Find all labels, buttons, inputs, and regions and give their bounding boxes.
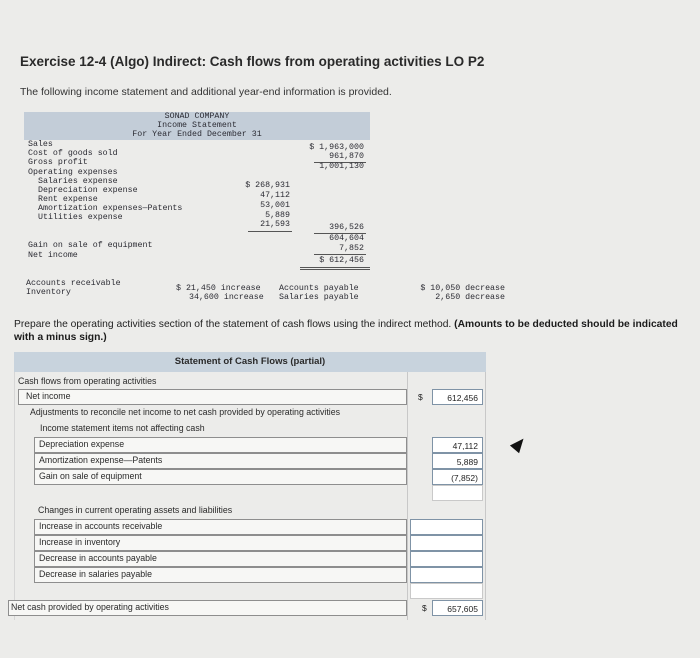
net-income-label: Net income xyxy=(26,391,71,401)
adjustments-row xyxy=(14,404,486,421)
underline xyxy=(314,254,366,255)
is-net-income-value: $ 612,456 xyxy=(319,256,364,265)
depreciation-row xyxy=(14,436,486,453)
ar-input[interactable] xyxy=(410,519,483,535)
is-gain-label: Gain on sale of equipment xyxy=(28,241,153,250)
exercise-title: Exercise 12-4 (Algo) Indirect: Cash flows from operating activities LO P2 xyxy=(20,54,485,69)
net-cash-row xyxy=(11,599,486,616)
cf-section-label: Cash flows from operating activities xyxy=(18,376,157,386)
adjustments-label: Adjustments to reconcile net income to net cash provided by operating activities xyxy=(30,407,341,417)
changes-header-row xyxy=(14,502,486,519)
instructions-text: Prepare the operating activities section of the statement of cash flows using the indirect method. xyxy=(14,319,452,330)
income-statement-header xyxy=(24,112,370,140)
instructions xyxy=(14,318,686,344)
sp-label: Salaries payable xyxy=(279,293,359,302)
ar-label: Accounts receivable xyxy=(26,279,121,288)
ap-input[interactable] xyxy=(410,551,483,567)
noncash-header-row xyxy=(14,420,486,437)
ap-label: Accounts payable xyxy=(279,284,359,293)
ar-value: $ 21,450 increase xyxy=(176,284,261,293)
is-gross-value: 1,001,130 xyxy=(319,162,364,171)
is-cogs-label: Cost of goods sold xyxy=(28,149,118,158)
statement-period: For Year Ended December 31 xyxy=(132,130,262,139)
statement-name: Income Statement xyxy=(157,121,237,130)
gain-row xyxy=(14,468,486,485)
changes-header-label: Changes in current operating assets and liabilities xyxy=(38,505,233,515)
is-subtotal-value: 604,604 xyxy=(329,234,364,243)
is-depreciation-value: 47,112 xyxy=(260,191,290,200)
sp-input[interactable] xyxy=(410,567,483,583)
is-gross-label: Gross profit xyxy=(28,158,88,167)
empty-input[interactable] xyxy=(410,583,483,599)
net-income-dollar: $ xyxy=(418,392,423,402)
net-cash-dollar: $ xyxy=(422,603,427,613)
gain-input[interactable]: (7,852) xyxy=(432,469,483,485)
is-salaries-label: Salaries expense xyxy=(38,177,118,186)
amortization-label: Amortization expense—Patents xyxy=(39,455,163,465)
net-cash-label: Net cash provided by operating activities xyxy=(11,602,169,612)
is-amortization-value: 5,889 xyxy=(265,211,290,220)
sp-change-label: Decrease in salaries payable xyxy=(39,569,152,579)
is-net-income-label: Net income xyxy=(28,251,78,260)
net-income-row xyxy=(14,388,486,405)
cursor-arrow-icon xyxy=(510,435,528,453)
is-amortization-label: Amortization expenses—Patents xyxy=(38,204,183,213)
empty-input[interactable] xyxy=(432,485,483,501)
is-rent-label: Rent expense xyxy=(38,195,98,204)
ap-value: $ 10,050 decrease xyxy=(420,284,505,293)
ap-change-label: Decrease in accounts payable xyxy=(39,553,157,563)
underline xyxy=(248,231,292,232)
is-utilities-value: 21,593 xyxy=(260,220,290,229)
net-cash-input[interactable]: 657,605 xyxy=(432,600,483,616)
is-total-opex-value: 396,526 xyxy=(329,223,364,232)
noncash-header-label: Income statement items not affecting cash xyxy=(40,423,205,433)
inv-value: 34,600 increase xyxy=(189,293,264,302)
depreciation-label: Depreciation expense xyxy=(39,439,125,449)
ar-change-label: Increase in accounts receivable xyxy=(39,521,163,531)
is-gain-value: 7,852 xyxy=(339,244,364,253)
cash-flow-header: Statement of Cash Flows (partial) xyxy=(14,352,486,372)
is-salaries-value: $ 268,931 xyxy=(245,181,290,190)
is-utilities-label: Utilities expense xyxy=(38,213,123,222)
is-opex-label: Operating expenses xyxy=(28,168,118,177)
instructions-bold: (Amounts to be deducted should be indicated with a minus sign.) xyxy=(14,319,678,343)
intro-text: The following income statement and additional year-end information is provided. xyxy=(20,86,392,98)
double-underline xyxy=(300,267,370,270)
amortization-input[interactable]: 5,889 xyxy=(432,453,483,469)
is-sales-label: Sales xyxy=(28,140,53,149)
inventory-input[interactable] xyxy=(410,535,483,551)
gain-label: Gain on sale of equipment xyxy=(39,471,142,481)
sp-value: 2,650 decrease xyxy=(435,293,505,302)
is-depreciation-label: Depreciation expense xyxy=(38,186,138,195)
is-cogs-value: 961,870 xyxy=(329,152,364,161)
net-income-input[interactable]: 612,456 xyxy=(432,389,483,405)
amortization-row xyxy=(14,452,486,469)
is-rent-value: 53,001 xyxy=(260,201,290,210)
depreciation-input[interactable]: 47,112 xyxy=(432,437,483,453)
inventory-change-label: Increase in inventory xyxy=(39,537,121,547)
inv-label: Inventory xyxy=(26,288,71,297)
company-name: SONAD COMPANY xyxy=(164,112,230,121)
is-sales-value: $ 1,963,000 xyxy=(309,143,364,152)
